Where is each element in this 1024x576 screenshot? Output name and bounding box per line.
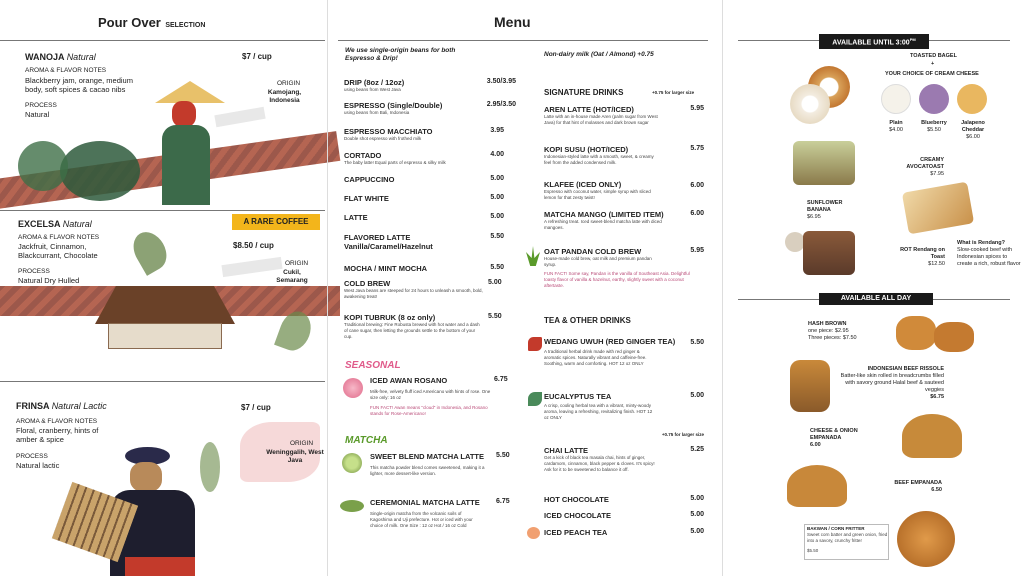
beef-empanada: BEEF EMPANADA 6.50 — [894, 480, 942, 493]
menu-item: WEDANG UWUH (RED GINGER TEA) 5.50 A traditional herbal drink made with red ginger & aromatic spices. Naturally vibrant and caffeine-free. Soothing, warm and comforting. HOT 12 oz ONLY — [544, 337, 704, 366]
origin-value: Cukil, Semarang — [276, 269, 308, 284]
rendang-toast: ROT Rendang on Toast $12.50 — [900, 247, 945, 267]
process-label: PROCESS — [18, 268, 50, 275]
pour-over-title — [98, 14, 205, 32]
jalapeno-cheese-image — [957, 84, 987, 114]
matcha-item: SWEET BLEND MATCHA LATTE 5.50 This matcha powder blend comes sweetened, making it a lighter, more dessert-like version. — [370, 452, 510, 476]
menu-item: ESPRESSO (Single/Double) 2.95/3.50 using beans from Bali, Indonesia — [344, 101, 516, 115]
larger-size-note: +0.75 for larger size — [661, 432, 704, 437]
sunflower-banana: SUNFLOWER BANANA $6.95 — [807, 200, 843, 220]
menu-item: ICED PEACH TEA 5.00 — [544, 528, 704, 537]
rare-coffee-badge: A RARE COFFEE — [232, 214, 320, 230]
matcha-cup-icon — [342, 453, 362, 473]
notes-value: Floral, cranberry, hints of amber & spice — [16, 426, 99, 444]
plain-cheese-image — [881, 84, 911, 114]
available-until-badge: AVAILABLE UNTIL $3:00^{PM}$ — [819, 34, 929, 49]
coffee-name: FRINSA — [16, 401, 50, 411]
origin-label: ORIGIN — [290, 440, 314, 447]
blueberry-cheese-image — [919, 84, 949, 114]
cheese-plain: Plain $4.00 — [889, 120, 903, 133]
nondairy-note: Non-dairy milk (Oat / Almond) +0.75 — [544, 51, 654, 58]
origin-label: ORIGIN — [277, 80, 301, 87]
matcha-heading: MATCHA — [345, 435, 388, 446]
rissole-image — [790, 360, 830, 412]
menu-item: CHAI LATTE 5.25 Get a kick of black tea masala chai, hints of ginger, cardamom, cinnamon, black pepper & cloves. It's spicy! Ask for it to be sweetened to balance it off. — [544, 446, 704, 472]
origin-value: Weninggalih, West Java — [266, 449, 324, 464]
menu-item: ICED CHOCOLATE 5.00 — [544, 511, 704, 520]
seasonal-item: ICED AWAN ROSANO 6.75 Milk-free, velvety fluff iced Americano with hints of rose. One size only: 16 oz FUN FACT! Awan means "cloud" in Indonesia, and Rosano stands for Rose-Americano! — [370, 376, 508, 416]
flavor-options: Vanilla/Caramel/Hazelnut — [344, 242, 433, 251]
hash-brown-image — [896, 316, 936, 350]
notes-label: AROMA & FLAVOR NOTES — [16, 418, 98, 425]
process-value: Natural Dry Hulled — [18, 276, 80, 285]
intro-text: We use single-origin beans for both Espresso & Drip! — [345, 47, 456, 62]
process-label: PROCESS — [16, 453, 48, 460]
avocado-toast: CREAMY AVOCATOAST $7.95 — [906, 157, 944, 177]
coffee-price: $8.50 / cup — [233, 241, 274, 250]
coffee-name: EXCELSA — [18, 219, 61, 229]
menu-item: CORTADO 4.00 The baby latte! Equal parts of espresso & silky milk — [344, 151, 504, 165]
coffee-price: $7 / cup — [242, 52, 272, 61]
bagel-subtitle: YOUR CHOICE OF CREAM CHEESE — [885, 71, 979, 77]
leaf-decoration — [200, 442, 220, 492]
beef-rissole: INDONESIAN BEEF RISSOLE Batter-like skin rolled in breadcrumbs filled with savory ground Halal beef & sauteed veggies $6.75 — [840, 366, 944, 400]
cheese-onion-empanada: CHEESE & ONION EMPANADA 6.00 — [810, 428, 858, 448]
matcha-whisk-icon — [340, 500, 364, 512]
notes-label: AROMA & FLAVOR NOTES — [25, 67, 107, 74]
farmer-illustration — [150, 81, 220, 211]
bagel-half-image — [790, 84, 830, 124]
menu-item: MOCHA / MINT MOCHA 5.50 — [344, 264, 504, 273]
menu-item: FLAT WHITE 5.00 — [344, 194, 504, 203]
banana-toast-image — [902, 182, 974, 235]
musician-illustration — [55, 442, 205, 576]
hash-brown: HASH BROWN one piece: $2.95 Three pieces: $7.50 — [808, 321, 857, 341]
peach-icon — [527, 527, 540, 539]
rose-icon — [343, 378, 363, 398]
menu-item: KOPI TUBRUK (8 oz only) 5.50 Traditional brewing: Fine Robusta brewed with hot water and a dash of cane sugar, then letting the grounds settle to the bottom of your cup. — [344, 313, 502, 339]
coffee-card-wanoja — [0, 41, 325, 210]
menu-item: KLAFEE (ICED ONLY) 6.00 Espresso with coconut water, simple syrup with sliced lemon for that zesty twist! — [544, 180, 704, 200]
menu-item: FLAVORED LATTE 5.50 Vanilla/Caramel/Hazelnut — [344, 233, 516, 251]
origin-label: ORIGIN — [285, 260, 309, 267]
menu-item: COLD BREW 5.00 West Java beans are steeped for 24 hours to unleash a smooth, bold, awakening treat! — [344, 279, 502, 299]
ginger-icon — [528, 337, 542, 351]
column-divider — [722, 0, 723, 576]
notes-value: Blackberry jam, orange, medium body, soft spices & cacao nibs — [25, 76, 133, 94]
pandan-leaf-icon — [526, 246, 540, 266]
column-divider — [327, 0, 328, 576]
coffee-style: Natural — [62, 219, 92, 229]
coffee-plant — [18, 141, 68, 191]
menu-title: Menu — [494, 14, 531, 30]
coffee-card-frinsa — [0, 382, 325, 576]
menu-item: LATTE 5.00 — [344, 213, 504, 222]
rendang-toast-image — [803, 231, 855, 275]
bagel-title: TOASTED BAGEL — [910, 53, 957, 59]
process-label: PROCESS — [25, 102, 57, 109]
process-value: Natural lactic — [16, 461, 60, 470]
seasonal-heading: SEASONAL — [345, 360, 401, 371]
process-value: Natural — [25, 110, 50, 119]
corn-fritter: BAKWAN / CORN FRITTER Sweet corn batter and green onion, fried into a savory, crunchy fritter $5.50 — [807, 526, 888, 553]
hash-brown-image — [934, 322, 974, 352]
menu-item: ESPRESSO MACCHIATO 3.95 Double shot espresso with frothed milk — [344, 127, 504, 141]
cheese-jalapeno: Jalapeno Cheddar $6.00 — [961, 120, 985, 140]
larger-size-note: +0.75 for larger size — [652, 90, 695, 95]
menu-item: CAPPUCCINO 5.00 — [344, 175, 504, 184]
corn-fritter-image — [897, 511, 955, 567]
available-all-day-badge: AVAILABLE ALL DAY — [819, 293, 933, 305]
house-wall — [108, 323, 222, 349]
pour-over-heading: Pour Over — [98, 15, 161, 30]
coffee-plant — [60, 141, 140, 201]
beef-empanada-image — [787, 465, 847, 507]
menu-item: AREN LATTE (HOT/ICED) 5.95 Latte with an in-house made Aren (palm sugar from West Java) for that hint of molasses and dark brown sugar — [544, 105, 704, 125]
menu-item: DRIP (8oz / 12oz) 3.50/3.95 using beans from West Java — [344, 78, 516, 92]
menu-item: MATCHA MANGO (LIMITED ITEM) 6.00 A refreshing treat. Iced sweet-blend matcha latte with diced mangoes. — [544, 210, 704, 230]
empanada-image — [902, 414, 962, 458]
signature-heading: SIGNATURE DRINKS — [544, 88, 624, 97]
matcha-item: CEREMONIAL MATCHA LATTE 6.75 Single-origin matcha from the volcanic soils of Kagoshima and Uji prefecture. Hot or iced with your choice of milk. One Size : 12 oz Hot / 16 oz Cold — [370, 498, 510, 528]
eucalyptus-icon — [528, 392, 542, 406]
menu-item: EUCALYPTUS TEA 5.00 A crisp, cooling herbal tea with a vibrant, minty-woody aroma, leaving a refreshing, revitalizing finish. HOT 12 oz ONLY — [544, 392, 704, 420]
notes-value: Jackfruit, Cinnamon, Blackcurrant, Chocolate — [18, 242, 98, 260]
rendang-explainer: What is Rendang? Slow-cooked beef with Indonesian spices to create a rich, robust flavor — [957, 240, 1021, 267]
menu-item: OAT PANDAN COLD BREW 5.95 House-made cold brew, oat milk and premium pandan syrup. FUN FACT! Some say, Pandan is the vanilla of Southeast Asia. Delightful toasty flavor of vanilla & hazelnut, earthy, slightly sweet with a coconut aftertaste. — [544, 247, 704, 288]
coffee-price: $7 / cup — [241, 403, 271, 412]
coffee-card-excelsa — [0, 211, 325, 381]
leaf-decoration — [127, 226, 173, 276]
cheese-blueberry: Blueberry $5.50 — [921, 120, 947, 133]
notes-label: AROMA & FLAVOR NOTES — [18, 234, 100, 241]
coffee-style: Natural Lactic — [51, 401, 107, 411]
coffee-name: WANOJA Natural — [25, 52, 96, 62]
menu-item: HOT CHOCOLATE 5.00 — [544, 495, 704, 504]
divider — [338, 40, 708, 41]
tea-heading: TEA & OTHER DRINKS — [544, 316, 631, 325]
origin-value: Kamojang, Indonesia — [267, 89, 302, 104]
brush-stroke — [214, 107, 265, 128]
plus-sign: + — [931, 61, 935, 67]
avocado-toast-image — [793, 141, 855, 185]
menu-item: KOPI SUSU (HOT/ICED) 5.75 Indonesian-styled latte with a smooth, sweet, & creamy feel from the added condensed milk. — [544, 145, 704, 165]
rendang-small-image — [785, 232, 805, 252]
pour-over-subtitle: SELECTION — [165, 22, 206, 29]
house-roof — [95, 286, 235, 324]
